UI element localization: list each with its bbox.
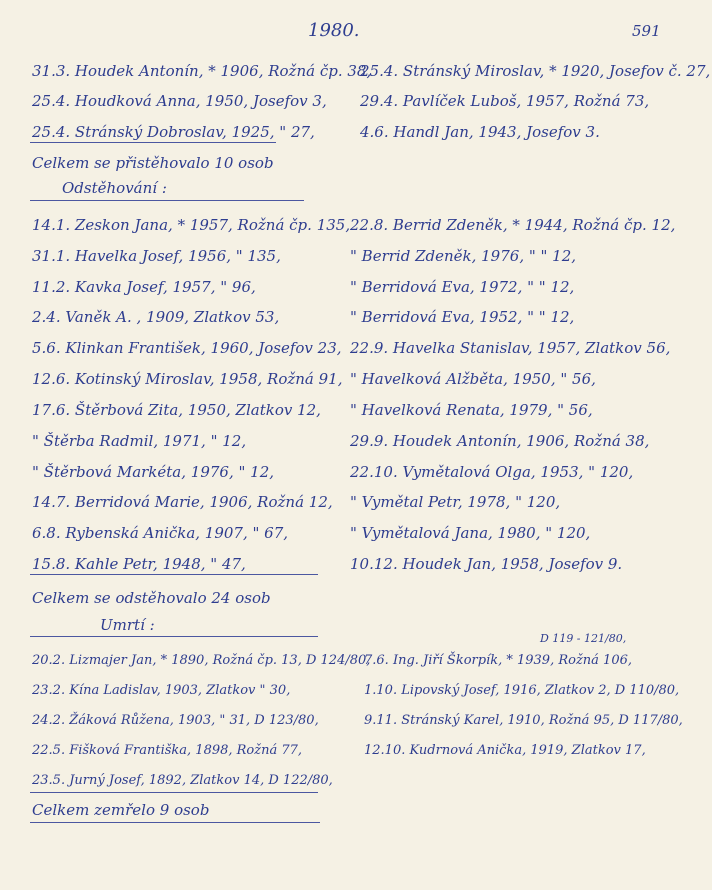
underline: [30, 574, 318, 575]
entry-left: 14.7. Berridová Marie, 1906, Rožná 12,: [32, 493, 333, 511]
entry-right: " Havelková Renata, 1979, " 56,: [350, 401, 593, 419]
entry-right: " Vymětal Petr, 1978, " 120,: [350, 493, 561, 511]
entry-left: " Štěrbová Markéta, 1976, " 12,: [32, 463, 275, 481]
entry-left: 20.2. Lizmajer Jan, * 1890, Rožná čp. 13, D 124/80,: [32, 653, 371, 668]
entry-right: 10.12. Houdek Jan, 1958, Josefov 9.: [350, 555, 623, 573]
entry-left: 5.6. Klinkan František, 1960, Josefov 23,: [32, 339, 342, 357]
section-total-moved-in: Celkem se přistěhovalo 10 osob: [32, 154, 274, 172]
entry-left: 12.6. Kotinský Miroslav, 1958, Rožná 91,: [32, 370, 343, 388]
underline: [30, 822, 320, 823]
entry-right: 12.10. Kudrnová Anička, 1919, Zlatkov 17,: [364, 743, 646, 758]
entry-left: 2.4. Vaněk A. , 1909, Zlatkov 53,: [32, 308, 280, 326]
death-record-note: D 119 - 121/80,: [540, 632, 627, 645]
entry-left: 25.4. Houdková Anna, 1950, Josefov 3,: [32, 92, 327, 110]
entry-left: 11.2. Kavka Josef, 1957, " 96,: [32, 278, 256, 296]
entry-left: 6.8. Rybenská Anička, 1907, " 67,: [32, 524, 289, 542]
section-header-deaths: Umrtí :: [100, 616, 155, 634]
entry-left: 31.3. Houdek Antonín, * 1906, Rožná čp. 38,: [32, 62, 372, 80]
entry-right: 29.4. Pavlíček Luboš, 1957, Rožná 73,: [360, 92, 650, 110]
underline: [30, 142, 276, 143]
underline: [30, 636, 318, 637]
entry-left: " Štěrba Radmil, 1971, " 12,: [32, 432, 247, 450]
entry-left: 31.1. Havelka Josef, 1956, " 135,: [32, 247, 281, 265]
entry-left: 22.5. Fišková Františka, 1898, Rožná 77,: [32, 743, 303, 758]
entry-right: 22.10. Vymětalová Olga, 1953, " 120,: [350, 463, 634, 481]
entry-left: 14.1. Zeskon Jana, * 1957, Rožná čp. 135,: [32, 216, 351, 234]
entry-right: 7.6. Ing. Jiří Škorpík, * 1939, Rožná 106,: [364, 653, 632, 668]
page-number: 591: [632, 22, 661, 40]
entry-right: 1.10. Lipovský Josef, 1916, Zlatkov 2, D 110/80,: [364, 683, 680, 698]
entry-right: 29.9. Houdek Antonín, 1906, Rožná 38,: [350, 432, 650, 450]
entry-right: 25.4. Stránský Miroslav, * 1920, Josefov č. 27,: [360, 62, 711, 80]
section-header-moved-out: Odstěhování :: [62, 179, 167, 197]
entry-right: " Berrid Zdeněk, 1976, " " 12,: [350, 247, 577, 265]
entry-right: " Berridová Eva, 1952, " " 12,: [350, 308, 575, 326]
entry-right: " Havelková Alžběta, 1950, " 56,: [350, 370, 596, 388]
entry-left: 25.4. Stránský Dobroslav, 1925, " 27,: [32, 123, 315, 141]
section-total-deaths: Celkem zemřelo 9 osob: [32, 801, 210, 819]
underline: [30, 792, 318, 793]
entry-left: 24.2. Žáková Růžena, 1903, " 31, D 123/80,: [32, 713, 319, 728]
entry-left: 23.2. Kína Ladislav, 1903, Zlatkov " 30,: [32, 683, 291, 698]
entry-right: 22.9. Havelka Stanislav, 1957, Zlatkov 56,: [350, 339, 671, 357]
section-total-moved-out: Celkem se odstěhovalo 24 osob: [32, 589, 271, 607]
entry-right: 4.6. Handl Jan, 1943, Josefov 3.: [360, 123, 600, 141]
underline: [30, 200, 304, 201]
entry-right: 22.8. Berrid Zdeněk, * 1944, Rožná čp. 12,: [350, 216, 676, 234]
year-heading: 1980.: [308, 20, 360, 41]
entry-right: " Berridová Eva, 1972, " " 12,: [350, 278, 575, 296]
entry-right: 9.11. Stránský Karel, 1910, Rožná 95, D 117/80,: [364, 713, 683, 728]
entry-left: 23.5. Jurný Josef, 1892, Zlatkov 14, D 122/80,: [32, 773, 333, 788]
entry-right: " Vymětalová Jana, 1980, " 120,: [350, 524, 591, 542]
entry-left: 15.8. Kahle Petr, 1948, " 47,: [32, 555, 246, 573]
entry-left: 17.6. Štěrbová Zita, 1950, Zlatkov 12,: [32, 401, 321, 419]
